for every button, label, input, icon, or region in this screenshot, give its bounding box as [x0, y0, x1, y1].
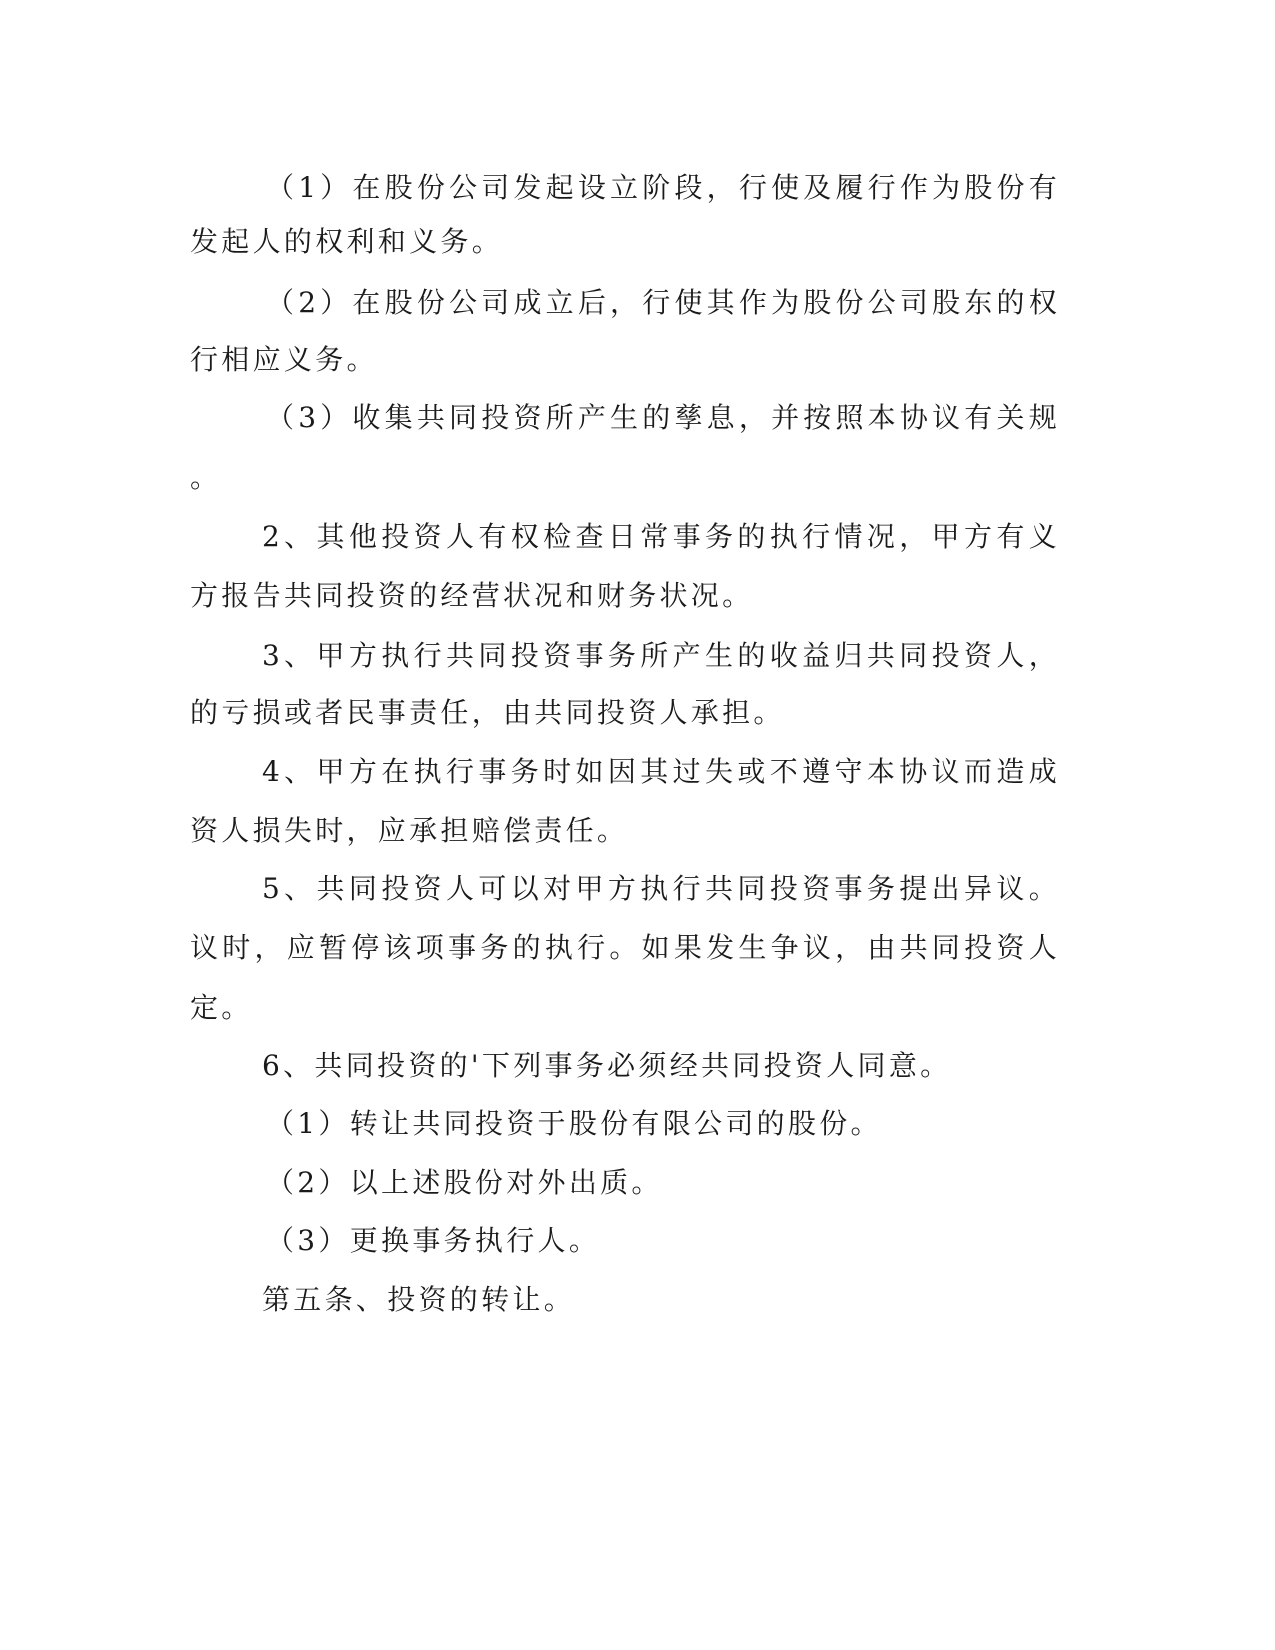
section-heading: 第五条、投资的转让。	[262, 1283, 576, 1316]
paragraph-line: 4、甲方在执行事务时如因其过失或不遵守本协议而造成	[262, 755, 1060, 788]
paragraph-line: 3、甲方执行共同投资事务所产生的收益归共同投资人，	[262, 639, 1060, 672]
paragraph-line: 议时，应暂停该项事务的执行。如果发生争议，由共同投资人	[190, 931, 1060, 964]
paragraph-line: （3）更换事务执行人。	[266, 1224, 601, 1257]
paragraph-line: 的亏损或者民事责任，由共同投资人承担。	[190, 696, 785, 729]
paragraph-line: （3）收集共同投资所产生的孳息，并按照本协议有关规	[266, 401, 1060, 434]
paragraph-line: （1）在股份公司发起设立阶段，行使及履行作为股份有	[266, 171, 1060, 204]
paragraph-line: 方报告共同投资的经营状况和财务状况。	[190, 579, 754, 612]
paragraph-line: 2、其他投资人有权检查日常事务的执行情况，甲方有义	[262, 520, 1060, 553]
paragraph-line: （2）以上述股份对外出质。	[266, 1166, 663, 1199]
paragraph-line: 定。	[190, 991, 253, 1024]
paragraph-line: 。	[190, 461, 222, 494]
paragraph-line: 5、共同投资人可以对甲方执行共同投资事务提出异议。	[262, 872, 1060, 905]
paragraph-line: （2）在股份公司成立后，行使其作为股份公司股东的权	[266, 286, 1060, 319]
paragraph-line: 发起人的权利和义务。	[190, 225, 504, 258]
paragraph-line: 6、共同投资的'下列事务必须经共同投资人同意。	[262, 1049, 952, 1082]
paragraph-line: （1）转让共同投资于股份有限公司的股份。	[266, 1107, 882, 1140]
paragraph-line: 行相应义务。	[190, 343, 378, 376]
paragraph-line: 资人损失时，应承担赔偿责任。	[190, 814, 629, 847]
